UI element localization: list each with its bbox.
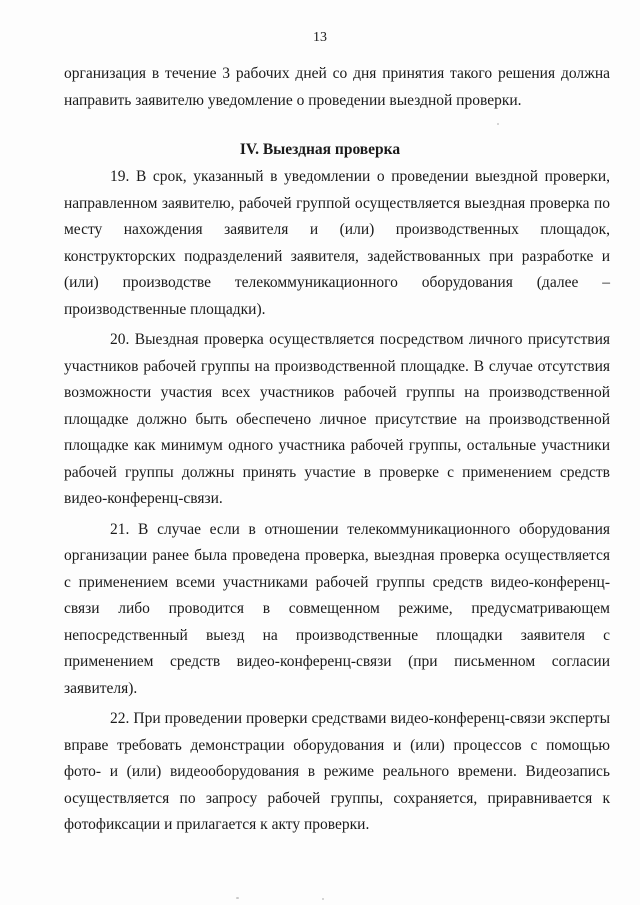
scan-speck — [497, 123, 499, 125]
paragraph-21: 21. В случае если в отношении телекоммуникационного оборудования организации ранее была проведена проверка, выездная проверка осуществляется с применением всеми участниками рабочей группы средств видео-конференц-связи либо проводится в совмещенном режиме, предусматривающем непосредственный выезд на производственные площадки заявителя с применением средств видео-конференц-связи (при письменном согласии заявителя). — [64, 520, 610, 697]
paragraph-22: 22. При проведении проверки средствами видео-конференц-связи эксперты вправе требовать демонстрации оборудования и (или) процессов с помощью фото- и (или) видеооборудования в режиме реального времени. Видеозапись осуществляется по запросу рабочей группы, сохраняется, приравнивается к фотофиксации и прилагается к акту проверки. — [64, 710, 610, 833]
intro-text-block — [64, 61, 610, 118]
paragraph-19: 19. В срок, указанный в уведомлении о проведении выездной проверки, направленном заявителю, рабочей группой осуществляется выездная проверка по месту нахождения заявителя и (или) производственных площадок, конструкторских подразделений заявителя, задействованных при разработке и (или) производстве телекоммуникационного оборудования (далее – производственные площадки). — [64, 168, 610, 318]
page-number: 13 — [313, 30, 327, 45]
section-body — [64, 164, 610, 843]
scan-speck — [236, 897, 239, 899]
paragraph-20: 20. Выездная проверка осуществляется посредством личного присутствия участников рабочей группы на производственной площадке. В случае отсутствия возможности участия всех участников рабочей группы на производственной площадке должно быть обеспечено личное присутствие на производственной площадке как минимум одного участника рабочей группы, остальные участники рабочей группы должны принять участие в проверке с применением средств видео-конференц-связи. — [64, 331, 610, 507]
intro-paragraph: организация в течение 3 рабочих дней со дня принятия такого решения должна направить заявителю уведомление о проведении выездной проверки. — [64, 65, 610, 109]
section-title: IV. Выездная проверка — [239, 141, 401, 158]
scan-speck — [322, 898, 324, 900]
